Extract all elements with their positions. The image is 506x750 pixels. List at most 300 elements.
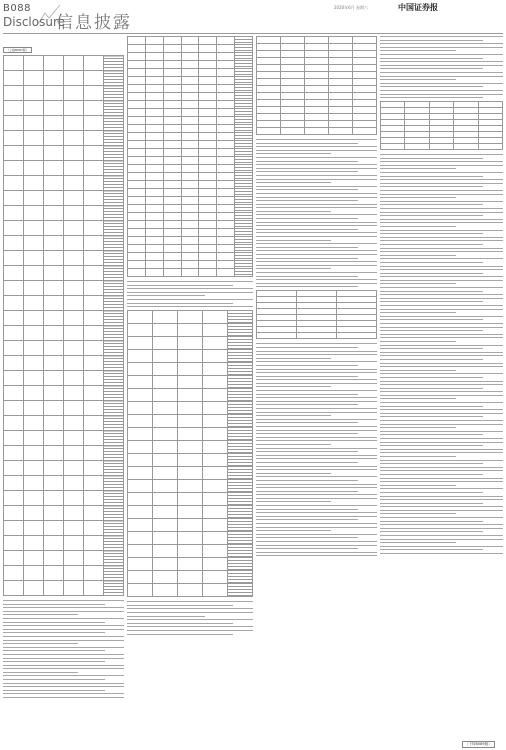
table-cell <box>181 85 199 93</box>
table-cell <box>145 125 163 133</box>
table-cell <box>329 58 353 65</box>
table-cell <box>199 237 217 245</box>
table-row <box>4 461 124 476</box>
table-cell <box>104 101 124 116</box>
table-row <box>4 176 124 191</box>
text-line <box>256 200 358 201</box>
text-line <box>256 254 377 255</box>
text-line <box>256 354 377 355</box>
text-line <box>256 401 377 402</box>
table-cell <box>228 506 253 519</box>
text-line <box>380 546 503 547</box>
table-cell <box>4 341 24 356</box>
table-row <box>4 326 124 341</box>
table-cell <box>4 416 24 431</box>
table-cell <box>128 149 146 157</box>
table-row <box>4 491 124 506</box>
table-cell <box>329 37 353 44</box>
table-cell <box>64 146 84 161</box>
table-cell <box>84 581 104 596</box>
table-cell <box>104 491 124 506</box>
table-cell <box>24 311 44 326</box>
text-line <box>380 316 503 317</box>
table-cell <box>64 581 84 596</box>
table-row <box>4 86 124 101</box>
table-cell <box>104 341 124 356</box>
text-line <box>256 351 377 352</box>
table-cell <box>24 101 44 116</box>
table-cell <box>235 165 253 173</box>
table-cell <box>257 100 281 107</box>
table-cell <box>145 269 163 277</box>
table-cell <box>4 56 24 71</box>
table-cell <box>145 221 163 229</box>
table-cell <box>329 121 353 128</box>
table-cell <box>228 376 253 389</box>
table-cell <box>128 173 146 181</box>
table-cell <box>228 337 253 350</box>
table-cell <box>203 415 228 428</box>
text-line <box>256 469 377 470</box>
table-cell <box>64 341 84 356</box>
table-cell <box>128 545 153 558</box>
text-line <box>256 229 358 230</box>
text-line <box>380 445 483 446</box>
table-cell <box>24 281 44 296</box>
table-cell <box>203 493 228 506</box>
table-cell <box>305 79 329 86</box>
text-line <box>380 230 503 231</box>
table-cell <box>104 476 124 491</box>
table-cell <box>235 45 253 53</box>
table-cell <box>64 461 84 476</box>
text-line <box>256 236 377 237</box>
text-line <box>256 218 358 219</box>
table-row <box>128 584 253 597</box>
text-line <box>127 281 253 282</box>
table-cell <box>145 173 163 181</box>
column-2 <box>127 36 253 744</box>
table-cell <box>353 107 377 114</box>
text-line <box>256 519 358 520</box>
table-cell <box>181 109 199 117</box>
text-line <box>256 193 377 194</box>
table-row <box>128 428 253 441</box>
table-row <box>4 236 124 251</box>
table-cell <box>199 213 217 221</box>
table-cell <box>203 467 228 480</box>
table-cell <box>4 566 24 581</box>
table-cell <box>24 341 44 356</box>
text-line <box>256 512 377 513</box>
table-cell <box>64 416 84 431</box>
table-row <box>128 245 253 253</box>
table-row <box>4 341 124 356</box>
table-cell <box>104 371 124 386</box>
table-row <box>128 493 253 506</box>
table-cell <box>24 431 44 446</box>
table-cell <box>84 431 104 446</box>
table-cell <box>24 266 44 281</box>
text-line <box>380 528 503 529</box>
table-cell <box>64 551 84 566</box>
table-row <box>257 100 377 107</box>
text-line <box>380 237 503 238</box>
table-row <box>381 144 503 150</box>
table-cell <box>104 536 124 551</box>
table-cell <box>44 311 64 326</box>
table-cell <box>145 157 163 165</box>
table-cell <box>217 261 235 269</box>
table-cell <box>145 197 163 205</box>
table-cell <box>128 157 146 165</box>
table-cell <box>163 165 181 173</box>
table-cell <box>4 71 24 86</box>
text-line <box>256 444 331 445</box>
table-cell <box>64 221 84 236</box>
table-cell <box>104 176 124 191</box>
text-line <box>380 294 503 295</box>
text-line <box>127 299 253 300</box>
table-cell <box>235 181 253 189</box>
text-block <box>3 600 124 698</box>
table-cell <box>181 61 199 69</box>
table-cell <box>128 415 153 428</box>
table-cell <box>217 85 235 93</box>
table-cell <box>217 117 235 125</box>
table-cell <box>153 454 178 467</box>
table-cell <box>199 245 217 253</box>
table-cell <box>203 506 228 519</box>
text-line <box>256 143 358 144</box>
table-cell <box>24 176 44 191</box>
text-line <box>380 90 503 91</box>
table-cell <box>128 53 146 61</box>
table-cell <box>163 213 181 221</box>
table-row <box>128 45 253 53</box>
text-line <box>256 545 377 546</box>
table-cell <box>281 107 305 114</box>
text-line <box>380 431 503 432</box>
table-cell <box>104 266 124 281</box>
table-cell <box>128 205 146 213</box>
table-cell <box>4 206 24 221</box>
text-line <box>3 690 105 691</box>
table-cell <box>203 545 228 558</box>
table-cell <box>181 69 199 77</box>
text-line <box>380 273 483 274</box>
table-cell <box>24 236 44 251</box>
text-line <box>256 430 377 431</box>
table-cell <box>305 86 329 93</box>
table-cell <box>4 521 24 536</box>
table-cell <box>24 326 44 341</box>
table-cell <box>104 326 124 341</box>
table-cell <box>217 245 235 253</box>
text-line <box>256 408 377 409</box>
table-cell <box>181 133 199 141</box>
table-cell <box>128 376 153 389</box>
table-cell <box>84 236 104 251</box>
table-row <box>257 79 377 86</box>
table-cell <box>4 116 24 131</box>
table-row <box>257 114 377 121</box>
text-line <box>380 539 503 540</box>
table-cell <box>128 269 146 277</box>
text-line <box>380 355 503 356</box>
text-line <box>256 426 377 427</box>
table-cell <box>228 480 253 493</box>
text-line <box>3 668 124 669</box>
table-cell <box>203 480 228 493</box>
table-cell <box>405 144 429 150</box>
table-cell <box>104 206 124 221</box>
table-cell <box>104 161 124 176</box>
text-line <box>256 516 377 517</box>
table-cell <box>44 371 64 386</box>
table-cell <box>153 467 178 480</box>
table-cell <box>235 157 253 165</box>
table-cell <box>153 584 178 597</box>
table-cell <box>163 261 181 269</box>
table-cell <box>257 107 281 114</box>
table-cell <box>4 536 24 551</box>
table-row <box>128 69 253 77</box>
table-cell <box>84 476 104 491</box>
table-cell <box>178 571 203 584</box>
text-line <box>380 348 483 349</box>
table-cell <box>181 101 199 109</box>
table-cell <box>181 117 199 125</box>
text-line <box>256 164 377 165</box>
table-cell <box>163 237 181 245</box>
table-cell <box>199 261 217 269</box>
table-row <box>4 251 124 266</box>
table-row <box>257 65 377 72</box>
table-cell <box>181 205 199 213</box>
text-line <box>256 390 377 391</box>
table-cell <box>163 93 181 101</box>
table-cell <box>281 121 305 128</box>
table-cell <box>128 454 153 467</box>
text-line <box>3 672 78 673</box>
table-cell <box>235 173 253 181</box>
table-cell <box>203 389 228 402</box>
table-row <box>257 72 377 79</box>
table-cell <box>64 521 84 536</box>
table-cell <box>217 189 235 197</box>
table-cell <box>44 431 64 446</box>
table-row <box>4 281 124 296</box>
text-line <box>380 54 503 55</box>
table-cell <box>199 229 217 237</box>
table-cell <box>257 51 281 58</box>
table-cell <box>64 71 84 86</box>
text-line <box>380 345 503 346</box>
text-line <box>380 305 503 306</box>
text-line <box>380 373 503 374</box>
text-line <box>380 301 483 302</box>
text-line <box>380 94 503 95</box>
text-block <box>256 343 377 556</box>
table-row <box>257 121 377 128</box>
table-cell <box>64 161 84 176</box>
table-cell <box>84 401 104 416</box>
table-cell <box>4 101 24 116</box>
table-cell <box>153 376 178 389</box>
table-cell <box>44 116 64 131</box>
table-cell <box>145 93 163 101</box>
text-line <box>380 506 503 507</box>
table-cell <box>84 56 104 71</box>
table-cell <box>44 101 64 116</box>
table-cell <box>4 176 24 191</box>
table-cell <box>178 467 203 480</box>
text-line <box>256 527 377 528</box>
table-cell <box>84 311 104 326</box>
table-cell <box>145 53 163 61</box>
text-line <box>380 79 456 80</box>
table-cell <box>228 493 253 506</box>
table-row <box>128 571 253 584</box>
table-cell <box>228 441 253 454</box>
table-cell <box>217 269 235 277</box>
table-cell <box>104 416 124 431</box>
text-line <box>256 534 377 535</box>
text-line <box>380 402 503 403</box>
text-line <box>380 58 483 59</box>
table-cell <box>44 446 64 461</box>
table-cell <box>163 69 181 77</box>
table-cell <box>203 402 228 415</box>
table-cell <box>235 245 253 253</box>
table-cell <box>181 221 199 229</box>
table-cell <box>128 480 153 493</box>
table-cell <box>257 44 281 51</box>
text-line <box>256 268 331 269</box>
table-cell <box>4 476 24 491</box>
text-line <box>380 50 456 51</box>
table-cell <box>305 44 329 51</box>
table-cell <box>64 176 84 191</box>
text-line <box>380 43 503 44</box>
text-line <box>256 153 331 154</box>
table-cell <box>199 53 217 61</box>
table-row <box>257 86 377 93</box>
text-line <box>256 347 358 348</box>
table-cell <box>145 261 163 269</box>
text-line <box>256 250 377 251</box>
table-cell <box>84 506 104 521</box>
text-line <box>380 460 503 461</box>
table-row <box>4 266 124 281</box>
table-cell <box>305 107 329 114</box>
table-cell <box>44 266 64 281</box>
text-line <box>127 630 253 631</box>
table-cell <box>145 205 163 213</box>
table-cell <box>163 253 181 261</box>
table-cell <box>44 491 64 506</box>
table-row <box>128 402 253 415</box>
table-cell <box>84 356 104 371</box>
text-line <box>380 542 456 543</box>
table-cell <box>199 117 217 125</box>
text-line <box>380 258 503 259</box>
table-cell <box>199 165 217 173</box>
table-cell <box>84 176 104 191</box>
table-cell <box>429 144 453 150</box>
table-row <box>128 101 253 109</box>
table-cell <box>181 157 199 165</box>
text-line <box>380 61 503 62</box>
table-cell <box>153 480 178 493</box>
table-cell <box>44 161 64 176</box>
table-cell <box>153 311 178 324</box>
text-line <box>256 379 377 380</box>
text-line <box>380 158 483 159</box>
table-cell <box>104 86 124 101</box>
table-row <box>128 558 253 571</box>
table-cell <box>163 109 181 117</box>
text-line <box>3 675 124 676</box>
table-cell <box>217 221 235 229</box>
table-cell <box>329 93 353 100</box>
text-line <box>256 437 377 438</box>
table-cell <box>153 519 178 532</box>
table-cell <box>257 37 281 44</box>
table-cell <box>84 536 104 551</box>
text-line <box>127 619 253 620</box>
table-cell <box>199 37 217 45</box>
text-line <box>380 233 483 234</box>
table-cell <box>64 56 84 71</box>
table-cell <box>203 558 228 571</box>
text-line <box>256 498 377 499</box>
table-cell <box>24 221 44 236</box>
table-cell <box>104 191 124 206</box>
text-line <box>380 36 503 37</box>
table-cell <box>84 266 104 281</box>
table-cell <box>199 109 217 117</box>
table-cell <box>305 51 329 58</box>
table-cell <box>153 415 178 428</box>
table-cell <box>217 173 235 181</box>
table-row <box>128 253 253 261</box>
table-cell <box>44 251 64 266</box>
text-line <box>256 440 377 441</box>
text-line <box>380 334 503 335</box>
table-cell <box>104 431 124 446</box>
text-line <box>380 510 503 511</box>
table-cell <box>257 79 281 86</box>
table-row <box>128 93 253 101</box>
table-cell <box>163 181 181 189</box>
table-cell <box>297 333 337 339</box>
table-cell <box>199 157 217 165</box>
table-cell <box>228 532 253 545</box>
table-cell <box>181 229 199 237</box>
table-cell <box>128 229 146 237</box>
table-cell <box>353 121 377 128</box>
text-line <box>256 361 377 362</box>
table-cell <box>257 65 281 72</box>
table-row <box>4 371 124 386</box>
table-cell <box>104 401 124 416</box>
text-line <box>380 287 503 288</box>
table-cell <box>199 77 217 85</box>
text-line <box>256 394 358 395</box>
table-cell <box>163 173 181 181</box>
